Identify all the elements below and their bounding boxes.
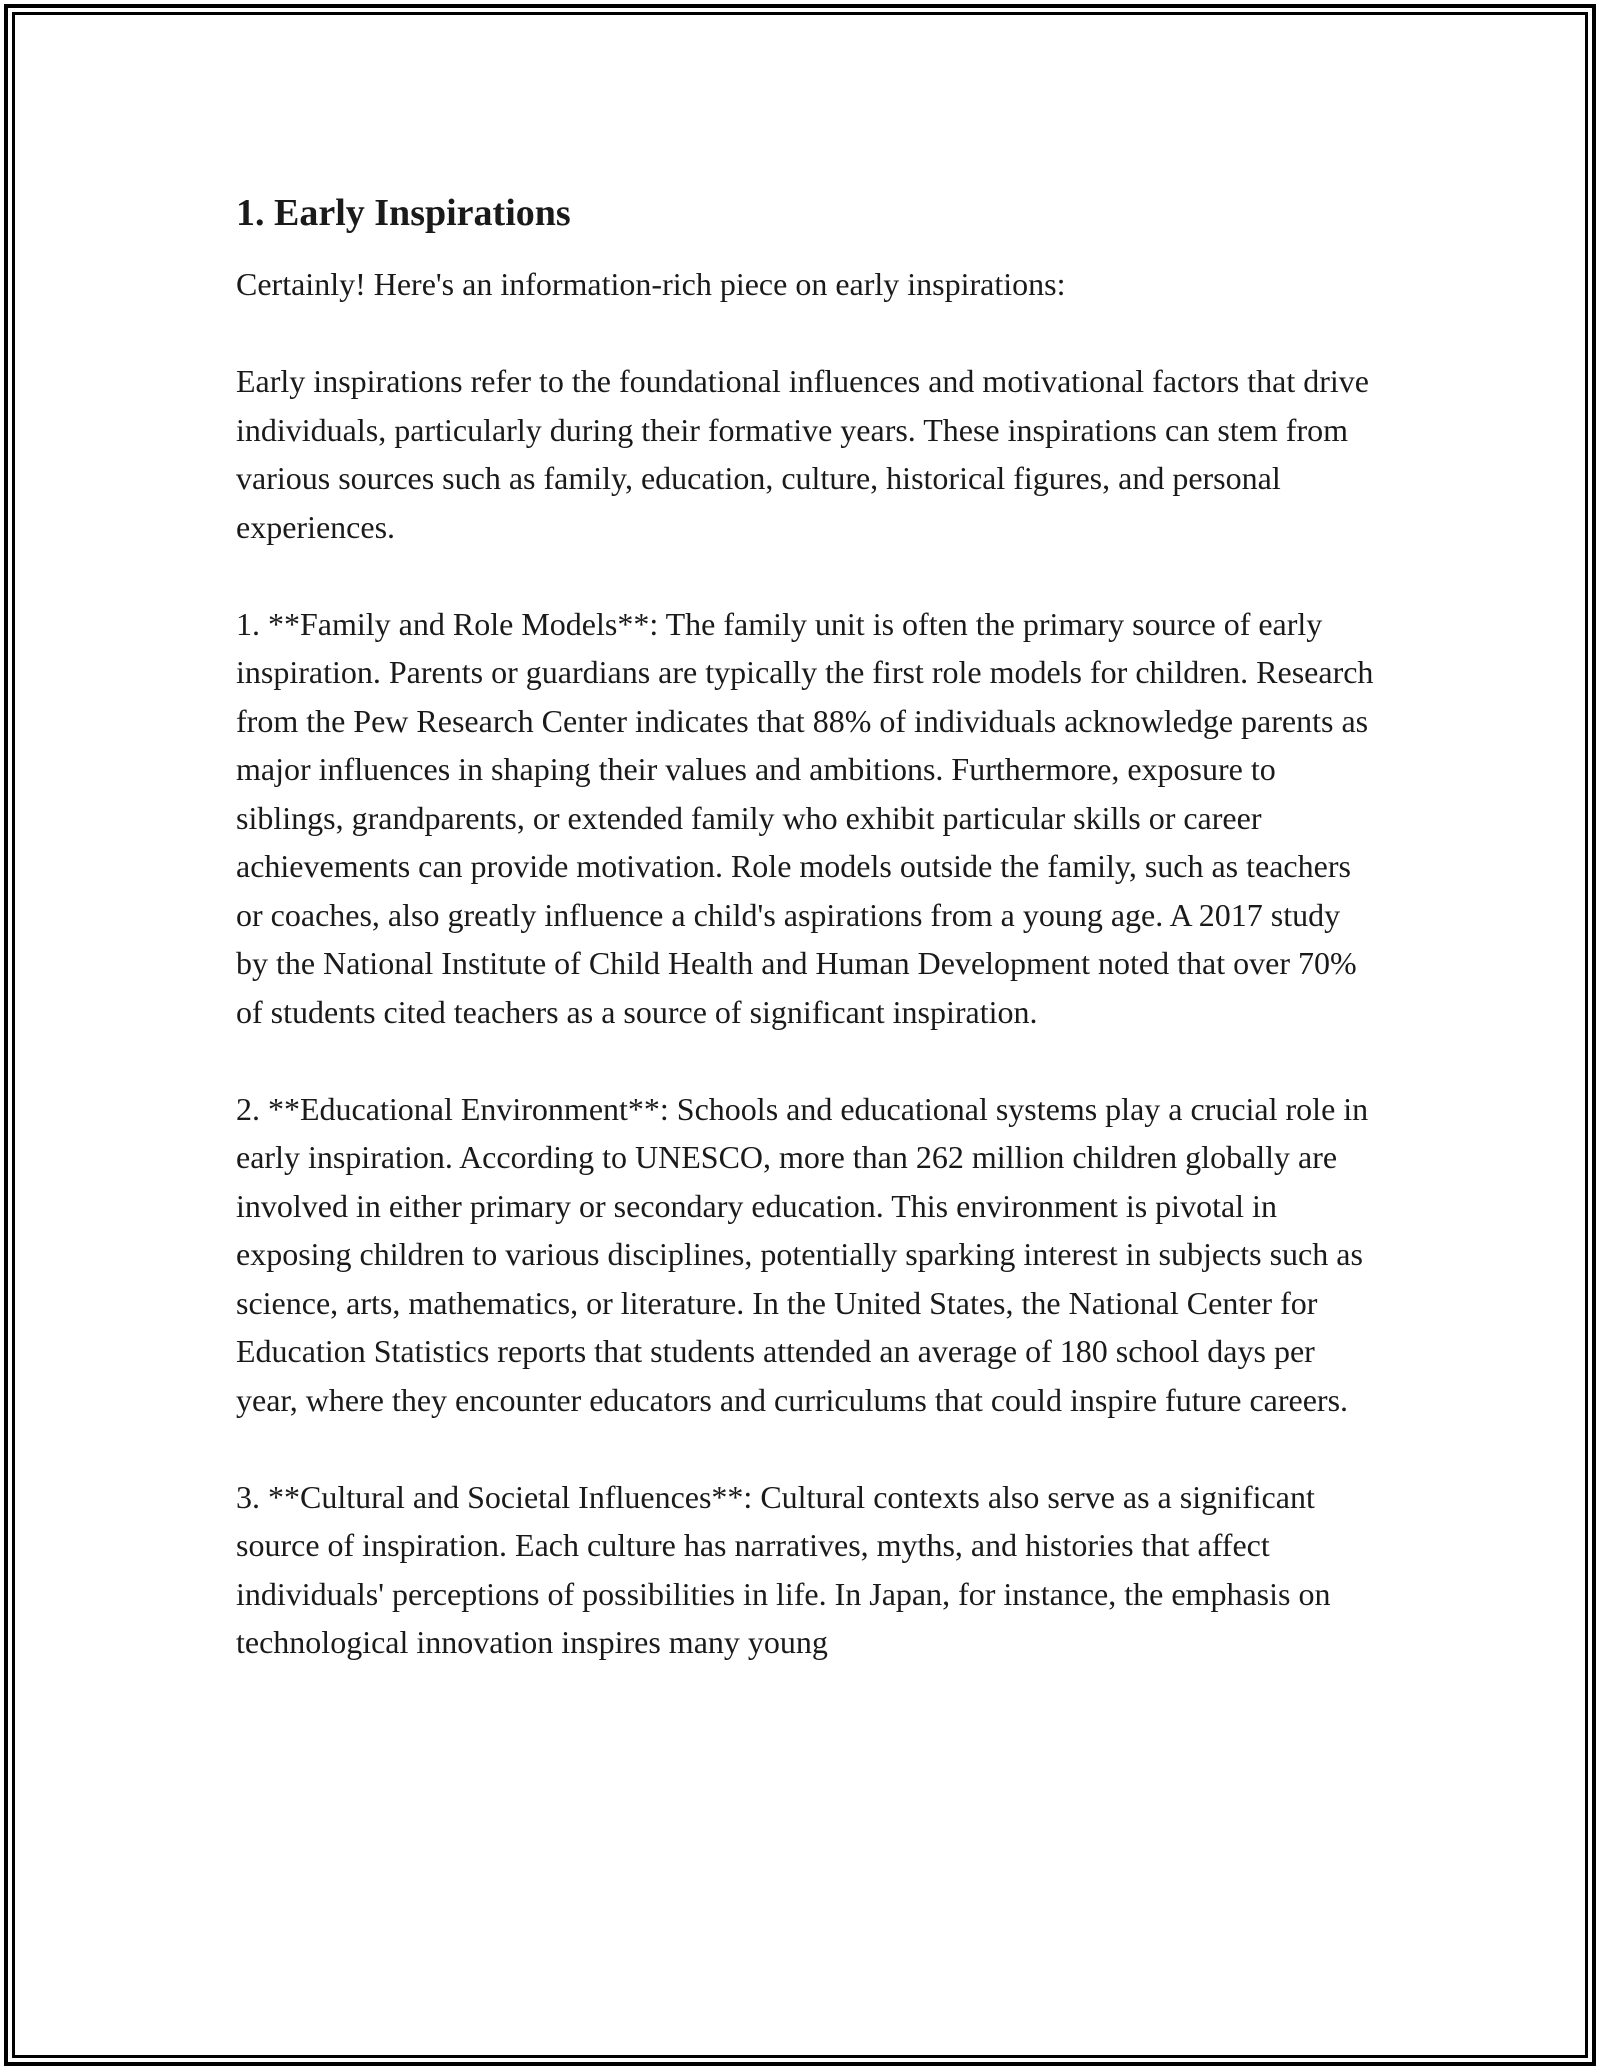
document-body: [236, 188, 1376, 1667]
definition-paragraph: Early inspirations refer to the foundational influences and motivational factors that drive individuals, particularly during their formative years. These inspirations can stem from various sources such as family, education, culture, historical figures, and personal experiences.: [236, 363, 1369, 545]
cultural-influences-paragraph: 3. **Cultural and Societal Influences**: Cultural contexts also serve as a significant source of inspiration. Each culture has narratives, myths, and histories that affect individuals' perceptions of possibilities in life. In Japan, for instance, the emphasis on technological innovation inspires many young: [236, 1478, 1331, 1660]
family-role-models-paragraph: 1. **Family and Role Models**: The family unit is often the primary source of early inspiration. Parents or guardians are typically the first role models for children. Research from the Pew Research Center indicates that 88% of individuals acknowledge parents as major influences in shaping their values and ambitions. Furthermore, exposure to siblings, grandparents, or extended family who exhibit particular skills or career achievements can provide motivation. Role models outside the family, such as teachers or coaches, also greatly influence a child's aspirations from a young age. A 2017 study by the National Institute of Child Health and Human Development noted that over 70% of students cited teachers as a source of significant inspiration.: [236, 605, 1374, 1030]
intro-paragraph: Certainly! Here's an information-rich piece on early inspirations:: [236, 266, 1066, 302]
educational-environment-paragraph: 2. **Educational Environment**: Schools and educational systems play a crucial role in early inspiration. According to UNESCO, more than 262 million children globally are involved in either primary or secondary education. This environment is pivotal in exposing children to various disciplines, potentially sparking interest in subjects such as science, arts, mathematics, or literature. In the United States, the National Center for Education Statistics reports that students attended an average of 180 school days per year, where they encounter educators and curriculums that could inspire future careers.: [236, 1090, 1369, 1418]
section-heading: 1. Early Inspirations: [236, 192, 571, 234]
